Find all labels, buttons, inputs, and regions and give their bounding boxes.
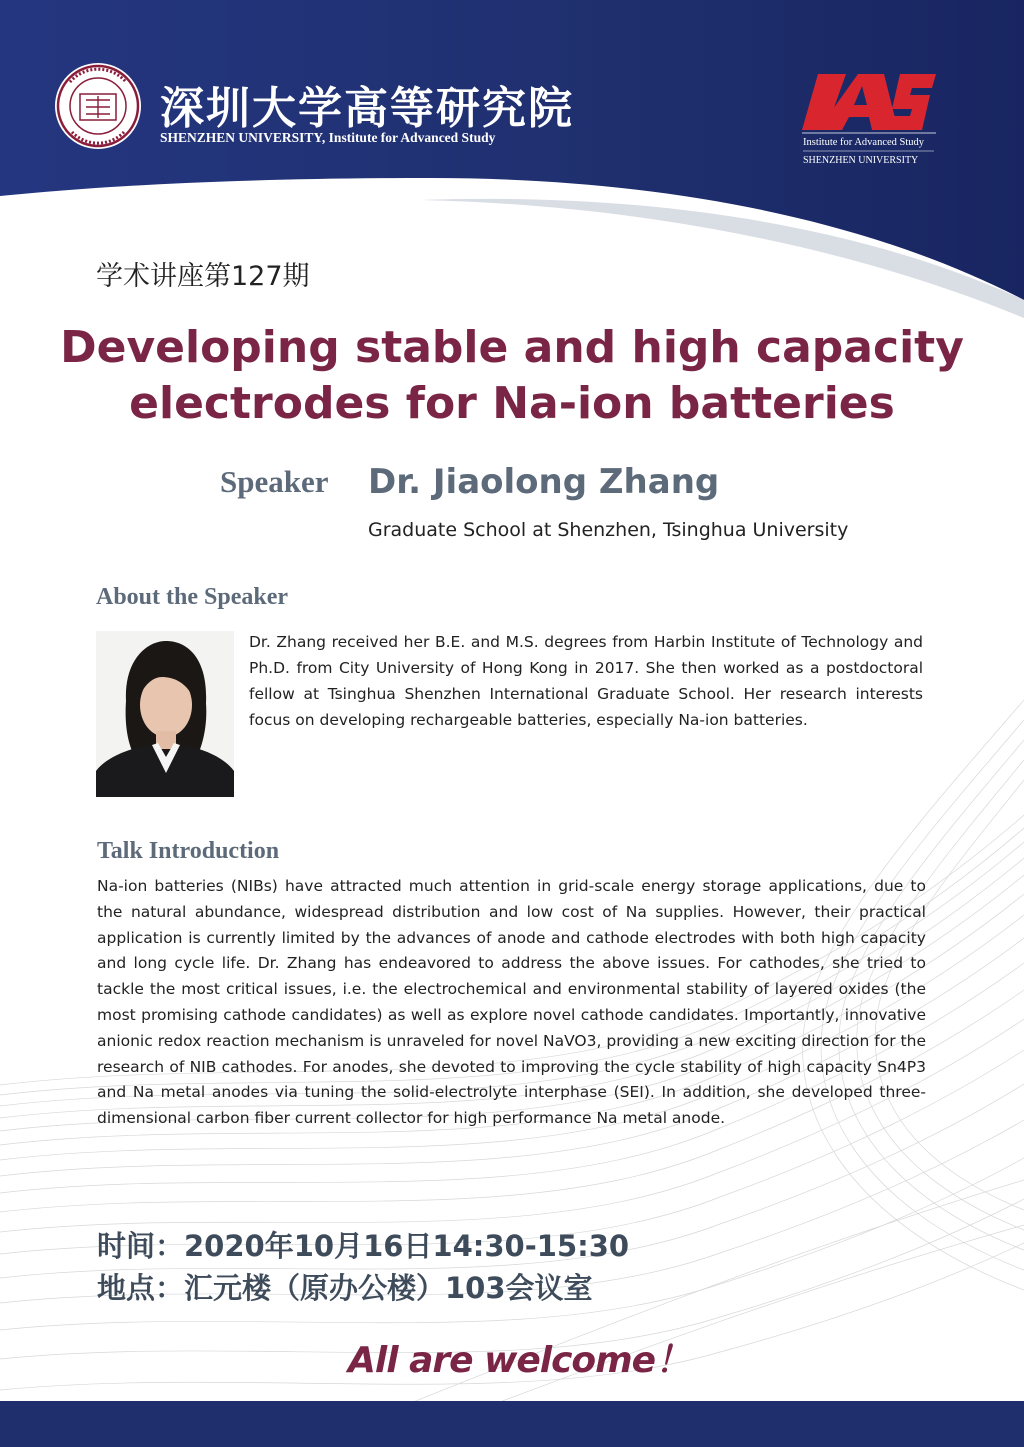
welcome-message: All are welcome！ bbox=[348, 1340, 691, 1381]
event-place: 地点：汇元楼（原办公楼）103会议室 bbox=[97, 1271, 593, 1305]
speaker-name: Dr. Jiaolong Zhang bbox=[368, 462, 720, 502]
speaker-label: Speaker bbox=[220, 464, 329, 499]
ias-subtitle-institute: Institute for Advanced Study bbox=[803, 137, 925, 148]
about-heading: About the Speaker bbox=[96, 584, 289, 610]
lecture-title-line1: Developing stable and high capacity bbox=[60, 322, 964, 373]
footer-band bbox=[0, 1401, 1024, 1447]
university-name-cn: 深圳大学高等研究院 bbox=[160, 83, 574, 134]
lecture-title-line2: electrodes for Na-ion batteries bbox=[129, 378, 895, 429]
event-time: 时间：2020年10月16日14:30-15:30 bbox=[97, 1229, 630, 1263]
talk-heading: Talk Introduction bbox=[97, 838, 280, 864]
university-name-en: SHENZHEN UNIVERSITY, Institute for Advanced Study bbox=[160, 130, 496, 145]
university-seal-icon bbox=[55, 63, 141, 149]
speaker-photo bbox=[96, 631, 234, 797]
lecture-series: 学术讲座第127期 bbox=[96, 261, 310, 292]
speaker-bio: Dr. Zhang received her B.E. and M.S. degrees from Harbin Institute of Technology and Ph.D. from City University of Hong Kong in 2017. She then worked as a postdoctoral fellow at Tsinghua Shenzhen International Graduate School. Her research interests focus on developing rechargeable batteries, especially Na-ion batteries. bbox=[249, 633, 923, 729]
talk-abstract: Na-ion batteries (NIBs) have attracted much attention in grid-scale energy storage applications, due to the natural abundance, widespread distribution and low cost of Na supplies. However, their practical application is currently limited by the advances of anode and cathode electrodes with both high capacity and long cycle life. Dr. Zhang has endeavored to address the above issues. For cathodes, she tried to tackle the most critical issues, i.e. the electrochemical and environmental stability of layered oxides (the most promising cathode candidates) as well as explore novel cathode candidates. Importantly, innovative anionic redox reaction mechanism is unraveled for novel NaVO3, providing a new exciting direction for the research of NIB cathodes. For anodes, she devoted to improving the cycle stability of high capacity Sn4P3 and Na metal anodes via tuning the solid-electrolyte interphase (SEI). In addition, she developed three-dimensional carbon fiber current collector for high performance Na metal anode. bbox=[97, 877, 926, 1128]
ias-subtitle-university: SHENZHEN UNIVERSITY bbox=[803, 155, 919, 166]
speaker-affiliation: Graduate School at Shenzhen, Tsinghua University bbox=[368, 519, 849, 541]
